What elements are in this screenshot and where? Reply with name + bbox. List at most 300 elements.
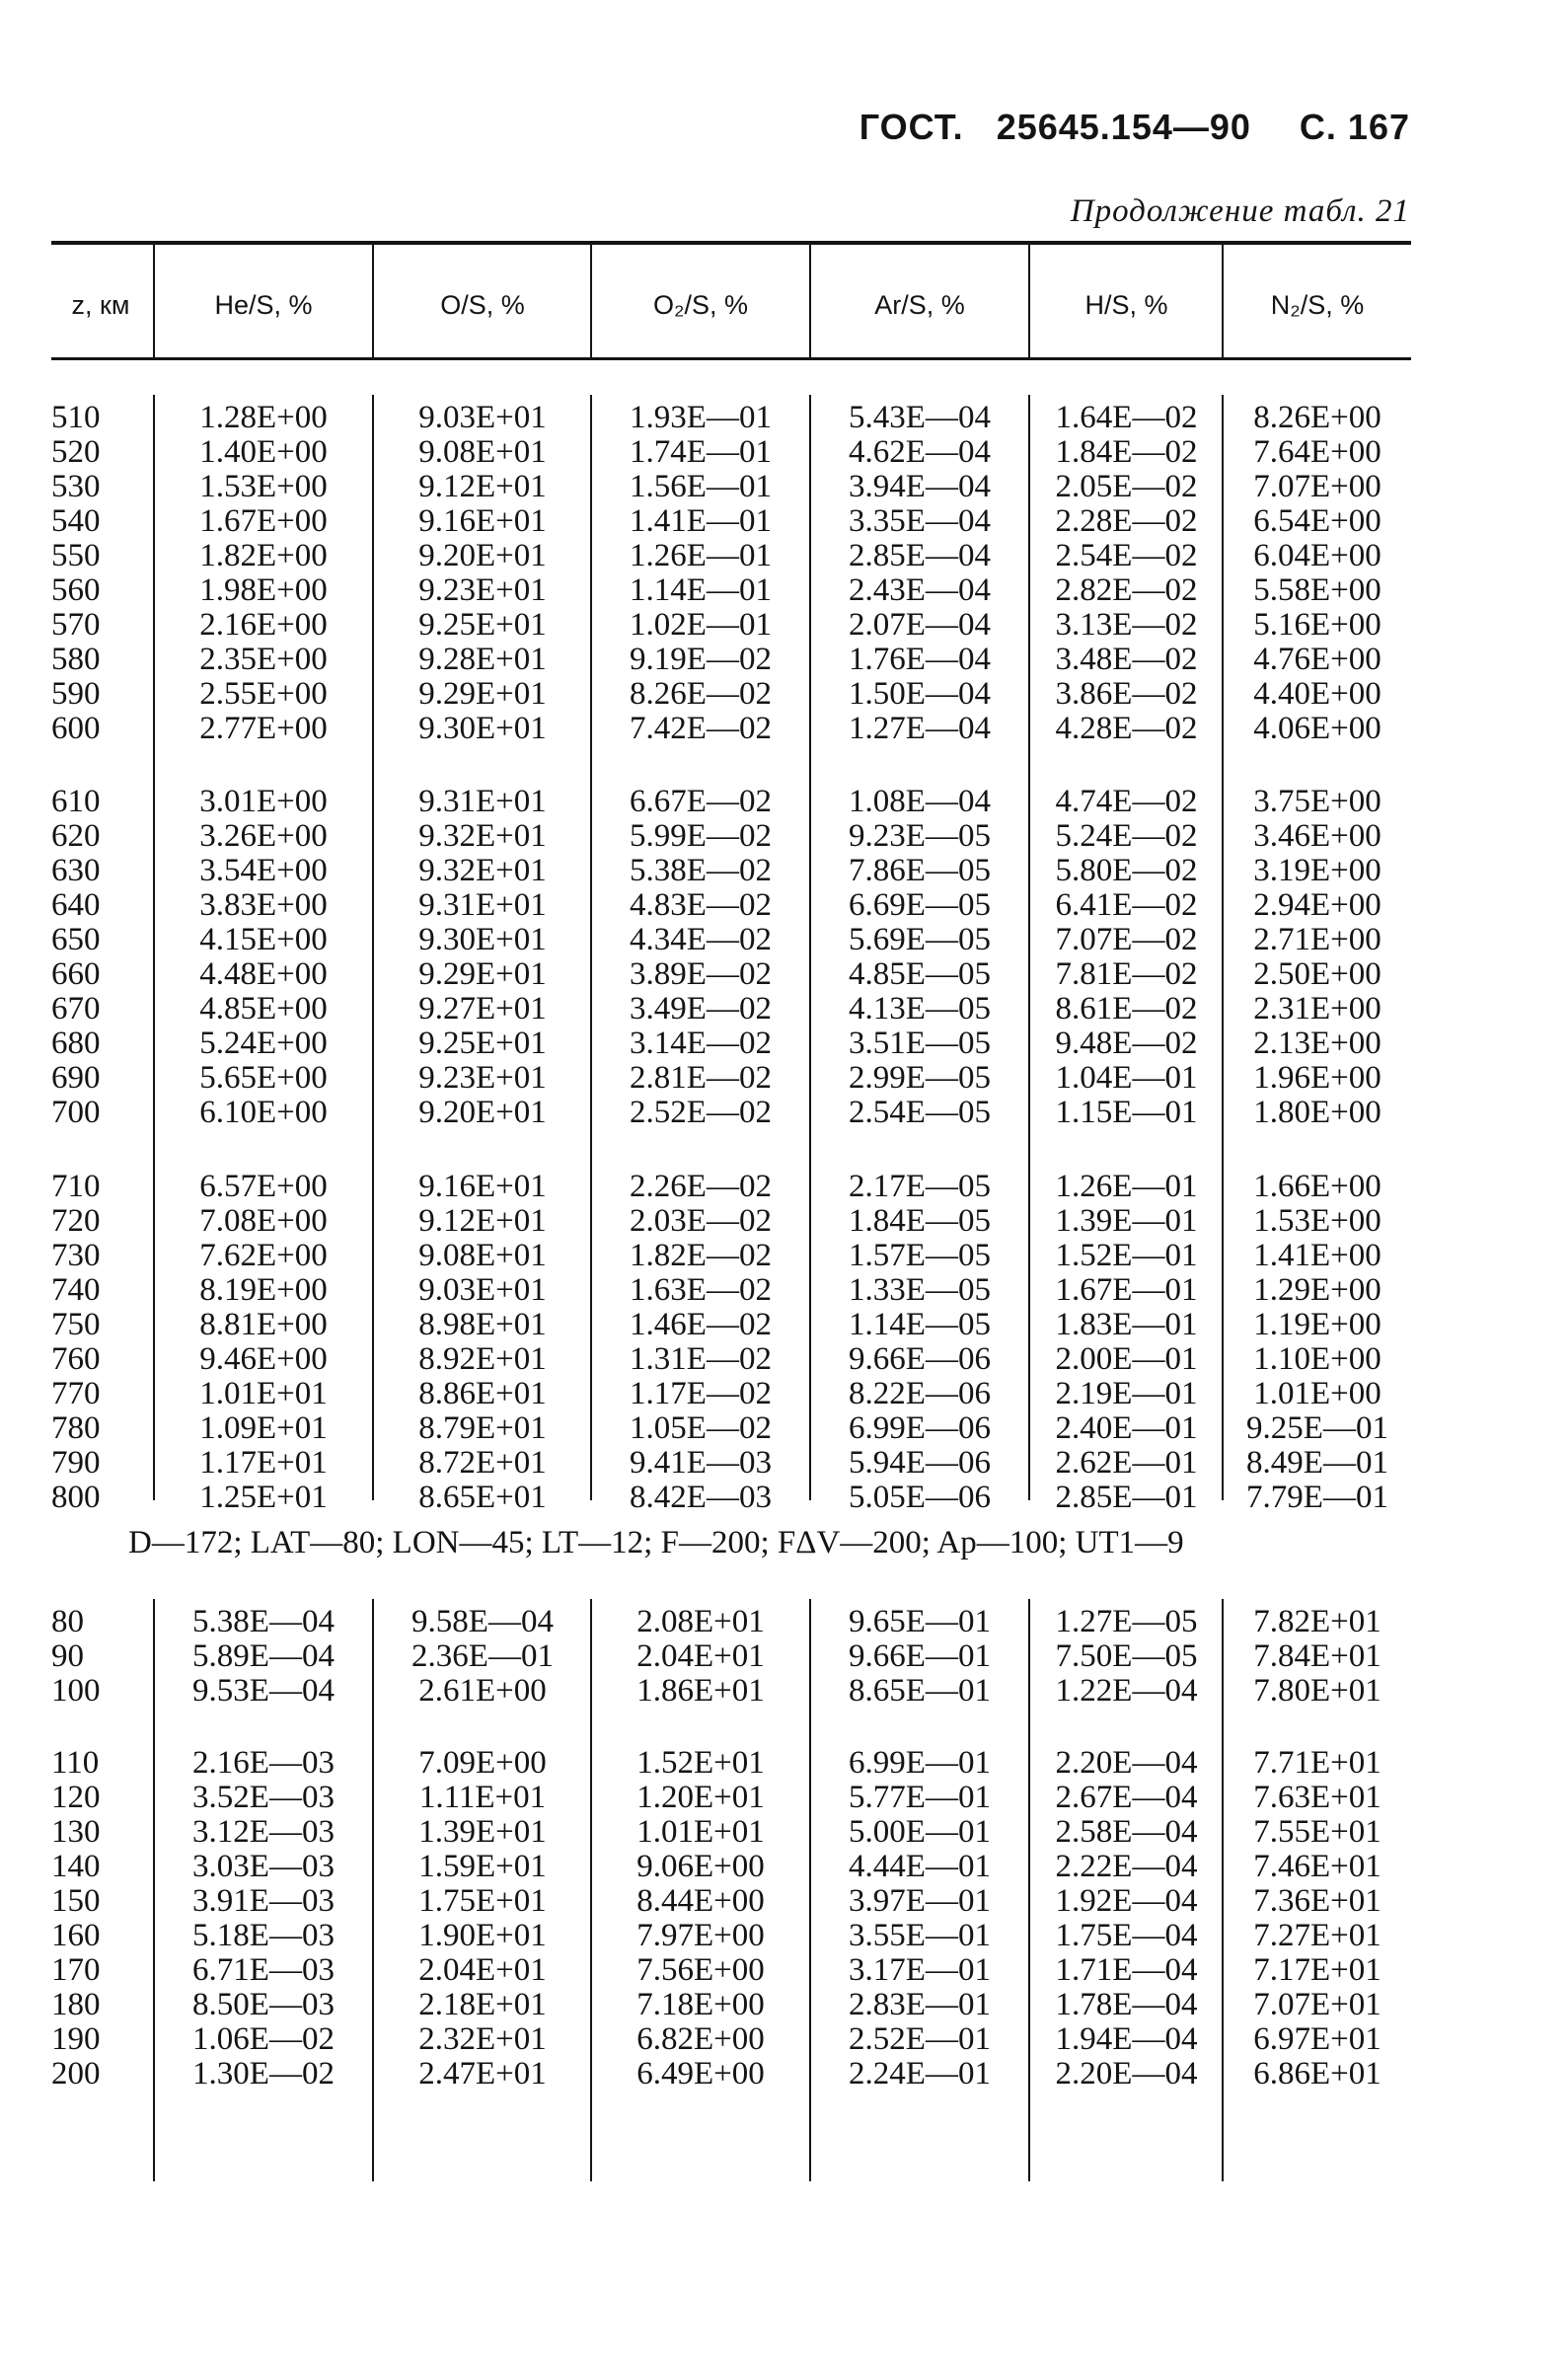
value-cell: 1.84E—05 <box>849 1203 991 1239</box>
value-cell: 1.01E+01 <box>636 1814 765 1850</box>
value-cell: 3.86E—02 <box>1055 676 1198 712</box>
value-cell: 4.15E+00 <box>199 922 328 957</box>
value-cell: 2.16E+00 <box>199 607 328 643</box>
altitude-cell: 730 <box>51 1238 101 1273</box>
value-cell: 8.98E+01 <box>418 1307 547 1342</box>
value-cell: 1.14E—05 <box>849 1307 991 1342</box>
value-cell: 1.19E+00 <box>1253 1307 1381 1342</box>
page-header <box>859 107 1410 148</box>
value-cell: 2.07E—04 <box>849 607 991 643</box>
value-cell: 6.82E+00 <box>636 2021 765 2057</box>
value-cell: 8.65E+01 <box>418 1480 547 1515</box>
value-cell: 1.41E+00 <box>1253 1238 1381 1273</box>
value-cell: 5.80E—02 <box>1055 853 1198 888</box>
value-cell: 2.36E—01 <box>411 1638 554 1674</box>
col-header-o: O/S, % <box>440 290 525 320</box>
altitude-cell: 710 <box>51 1169 101 1204</box>
value-cell: 5.05E—06 <box>849 1480 991 1515</box>
value-cell: 1.30E—02 <box>192 2056 335 2092</box>
value-cell: 1.04E—01 <box>1055 1060 1198 1096</box>
value-cell: 9.23E+01 <box>418 572 547 608</box>
altitude-cell: 120 <box>51 1780 101 1815</box>
value-cell: 5.69E—05 <box>849 922 991 957</box>
value-cell: 9.31E+01 <box>418 887 547 923</box>
value-cell: 1.31E—02 <box>630 1341 772 1377</box>
value-cell: 6.99E—06 <box>849 1410 991 1446</box>
value-cell: 2.24E—01 <box>849 2056 991 2092</box>
value-cell: 9.65E—01 <box>849 1604 991 1639</box>
value-cell: 2.28E—02 <box>1055 503 1198 539</box>
value-cell: 3.94E—04 <box>849 469 991 504</box>
standard-label: ГОСТ. <box>859 107 964 147</box>
value-cell: 7.27E+01 <box>1253 1918 1381 1953</box>
value-cell: 6.67E—02 <box>630 784 772 819</box>
value-cell: 2.54E—05 <box>849 1095 991 1130</box>
value-cell: 1.82E+00 <box>199 538 328 573</box>
value-cell: 1.75E—04 <box>1055 1918 1198 1953</box>
col-header-h: H/S, % <box>1084 290 1168 320</box>
value-cell: 1.90E+01 <box>418 1918 547 1953</box>
value-cell: 4.48E+00 <box>199 956 328 992</box>
value-cell: 1.92E—04 <box>1055 1883 1198 1919</box>
value-cell: 1.11E+01 <box>418 1780 547 1815</box>
value-cell: 9.25E—01 <box>1246 1410 1388 1446</box>
altitude-cell: 560 <box>51 572 101 608</box>
value-cell: 4.06E+00 <box>1253 711 1381 746</box>
altitude-cell: 110 <box>51 1745 100 1781</box>
value-cell: 6.04E+00 <box>1253 538 1381 573</box>
value-cell: 7.09E+00 <box>418 1745 547 1781</box>
value-cell: 1.93E—01 <box>630 400 772 435</box>
value-cell: 1.76E—04 <box>849 642 991 677</box>
value-cell: 5.18E—03 <box>192 1918 335 1953</box>
value-cell: 1.67E—01 <box>1055 1272 1198 1308</box>
value-cell: 5.89E—04 <box>192 1638 335 1674</box>
value-cell: 3.46E+00 <box>1253 818 1381 854</box>
value-cell: 7.79E—01 <box>1246 1480 1388 1515</box>
value-cell: 1.27E—04 <box>849 711 991 746</box>
value-cell: 2.05E—02 <box>1055 469 1198 504</box>
value-cell: 5.38E—04 <box>192 1604 335 1639</box>
value-cell: 5.16E+00 <box>1253 607 1381 643</box>
value-cell: 4.85E—05 <box>849 956 991 992</box>
value-cell: 8.50E—03 <box>192 1987 335 2022</box>
value-cell: 7.64E+00 <box>1253 434 1381 470</box>
value-cell: 5.65E+00 <box>199 1060 328 1096</box>
value-cell: 1.96E+00 <box>1253 1060 1381 1096</box>
table-continuation-caption: Продолжение табл. 21 <box>1070 193 1410 229</box>
value-cell: 1.40E+00 <box>199 434 328 470</box>
value-cell: 1.39E—01 <box>1055 1203 1198 1239</box>
altitude-cell: 670 <box>51 991 101 1027</box>
value-cell: 8.79E+01 <box>418 1410 547 1446</box>
value-cell: 3.52E—03 <box>192 1780 335 1815</box>
value-cell: 9.29E+01 <box>418 676 547 712</box>
altitude-cell: 130 <box>51 1814 101 1850</box>
value-cell: 3.51E—05 <box>849 1026 991 1061</box>
value-cell: 7.81E—02 <box>1055 956 1198 992</box>
value-cell: 1.57E—05 <box>849 1238 991 1273</box>
altitude-cell: 590 <box>51 676 101 712</box>
value-cell: 9.31E+01 <box>418 784 547 819</box>
value-cell: 9.03E+01 <box>418 400 547 435</box>
value-cell: 2.61E+00 <box>418 1673 547 1709</box>
value-cell: 2.17E—05 <box>849 1169 991 1204</box>
value-cell: 2.16E—03 <box>192 1745 335 1781</box>
value-cell: 7.56E+00 <box>636 1952 765 1988</box>
value-cell: 9.16E+01 <box>418 503 547 539</box>
altitude-cell: 190 <box>51 2021 101 2057</box>
value-cell: 1.66E+00 <box>1253 1169 1381 1204</box>
value-cell: 1.41E—01 <box>630 503 772 539</box>
altitude-cell: 720 <box>51 1203 101 1239</box>
value-cell: 6.99E—01 <box>849 1745 991 1781</box>
altitude-cell: 640 <box>51 887 101 923</box>
value-cell: 2.00E—01 <box>1055 1341 1198 1377</box>
value-cell: 1.84E—02 <box>1055 434 1198 470</box>
value-cell: 7.63E+01 <box>1253 1780 1381 1815</box>
value-cell: 3.03E—03 <box>192 1849 335 1884</box>
value-cell: 8.86E+01 <box>418 1376 547 1411</box>
value-cell: 1.15E—01 <box>1055 1095 1198 1130</box>
altitude-cell: 180 <box>51 1987 101 2022</box>
value-cell: 5.58E+00 <box>1253 572 1381 608</box>
value-cell: 7.97E+00 <box>636 1918 765 1953</box>
value-cell: 5.38E—02 <box>630 853 772 888</box>
value-cell: 8.19E+00 <box>199 1272 328 1308</box>
value-cell: 1.52E+01 <box>636 1745 765 1781</box>
value-cell: 4.62E—04 <box>849 434 991 470</box>
value-cell: 7.17E+01 <box>1253 1952 1381 1988</box>
value-cell: 4.34E—02 <box>630 922 772 957</box>
value-cell: 9.08E+01 <box>418 1238 547 1273</box>
value-cell: 9.53E—04 <box>192 1673 335 1709</box>
value-cell: 2.77E+00 <box>199 711 328 746</box>
value-cell: 2.52E—02 <box>630 1095 772 1130</box>
value-cell: 9.32E+01 <box>418 818 547 854</box>
value-cell: 2.18E+01 <box>418 1987 547 2022</box>
col-header-ar: Ar/S, % <box>874 290 965 320</box>
value-cell: 5.24E+00 <box>199 1026 328 1061</box>
altitude-cell: 100 <box>51 1673 101 1709</box>
value-cell: 9.12E+01 <box>418 1203 547 1239</box>
value-cell: 1.56E—01 <box>630 469 772 504</box>
value-cell: 2.83E—01 <box>849 1987 991 2022</box>
value-cell: 8.61E—02 <box>1055 991 1198 1027</box>
value-cell: 5.43E—04 <box>849 400 991 435</box>
value-cell: 1.86E+01 <box>636 1673 765 1709</box>
value-cell: 3.13E—02 <box>1055 607 1198 643</box>
value-cell: 1.71E—04 <box>1055 1952 1198 1988</box>
value-cell: 5.94E—06 <box>849 1445 991 1481</box>
altitude-cell: 700 <box>51 1095 101 1130</box>
value-cell: 5.00E—01 <box>849 1814 991 1850</box>
value-cell: 3.19E+00 <box>1253 853 1381 888</box>
value-cell: 2.71E+00 <box>1253 922 1381 957</box>
value-cell: 3.97E—01 <box>849 1883 991 1919</box>
altitude-cell: 140 <box>51 1849 101 1884</box>
value-cell: 1.78E—04 <box>1055 1987 1198 2022</box>
altitude-cell: 750 <box>51 1307 101 1342</box>
value-cell: 2.82E—02 <box>1055 572 1198 608</box>
altitude-cell: 680 <box>51 1026 101 1061</box>
altitude-cell: 660 <box>51 956 101 992</box>
value-cell: 1.02E—01 <box>630 607 772 643</box>
value-cell: 1.75E+01 <box>418 1883 547 1919</box>
altitude-cell: 690 <box>51 1060 101 1096</box>
model-conditions-line: D—172; LAT—80; LON—45; LT—12; F—200; FΔV—200; Ap—100; UT1—9 <box>128 1525 1184 1560</box>
value-cell: 6.57E+00 <box>199 1169 328 1204</box>
value-cell: 9.23E+01 <box>418 1060 547 1096</box>
value-cell: 1.67E+00 <box>199 503 328 539</box>
altitude-cell: 160 <box>51 1918 101 1953</box>
value-cell: 2.85E—01 <box>1055 1480 1198 1515</box>
value-cell: 7.84E+01 <box>1253 1638 1381 1674</box>
value-cell: 6.54E+00 <box>1253 503 1381 539</box>
altitude-cell: 570 <box>51 607 101 643</box>
value-cell: 6.97E+01 <box>1253 2021 1381 2057</box>
value-cell: 2.94E+00 <box>1253 887 1381 923</box>
page-number: С. 167 <box>1299 107 1410 147</box>
value-cell: 3.14E—02 <box>630 1026 772 1061</box>
altitude-cell: 170 <box>51 1952 101 1988</box>
value-cell: 4.13E—05 <box>849 991 991 1027</box>
value-cell: 1.22E—04 <box>1055 1673 1198 1709</box>
value-cell: 6.49E+00 <box>636 2056 765 2092</box>
value-cell: 7.08E+00 <box>199 1203 328 1239</box>
value-cell: 9.19E—02 <box>630 642 772 677</box>
value-cell: 7.07E+00 <box>1253 469 1381 504</box>
value-cell: 8.72E+01 <box>418 1445 547 1481</box>
value-cell: 1.59E+01 <box>418 1849 547 1884</box>
value-cell: 4.44E—01 <box>849 1849 991 1884</box>
value-cell: 6.71E—03 <box>192 1952 335 1988</box>
value-cell: 5.77E—01 <box>849 1780 991 1815</box>
value-cell: 2.47E+01 <box>418 2056 547 2092</box>
value-cell: 1.20E+01 <box>636 1780 765 1815</box>
value-cell: 9.30E+01 <box>418 711 547 746</box>
value-cell: 9.20E+01 <box>418 538 547 573</box>
value-cell: 3.55E—01 <box>849 1918 991 1953</box>
altitude-cell: 510 <box>51 400 101 435</box>
value-cell: 1.27E—05 <box>1055 1604 1198 1639</box>
value-cell: 2.50E+00 <box>1253 956 1381 992</box>
altitude-cell: 600 <box>51 711 101 746</box>
altitude-cell: 580 <box>51 642 101 677</box>
value-cell: 9.66E—06 <box>849 1341 991 1377</box>
value-cell: 2.99E—05 <box>849 1060 991 1096</box>
altitude-cell: 200 <box>51 2056 101 2092</box>
altitude-cell: 530 <box>51 469 101 504</box>
value-cell: 7.50E—05 <box>1055 1638 1198 1674</box>
value-cell: 9.25E+01 <box>418 607 547 643</box>
value-cell: 9.32E+01 <box>418 853 547 888</box>
value-cell: 7.18E+00 <box>636 1987 765 2022</box>
value-cell: 7.71E+01 <box>1253 1745 1381 1781</box>
value-cell: 8.81E+00 <box>199 1307 328 1342</box>
value-cell: 1.05E—02 <box>630 1410 772 1446</box>
value-cell: 9.41E—03 <box>630 1445 772 1481</box>
value-cell: 2.26E—02 <box>630 1169 772 1204</box>
value-cell: 7.82E+01 <box>1253 1604 1381 1639</box>
value-cell: 8.22E—06 <box>849 1376 991 1411</box>
value-cell: 3.89E—02 <box>630 956 772 992</box>
value-cell: 3.35E—04 <box>849 503 991 539</box>
value-cell: 2.54E—02 <box>1055 538 1198 573</box>
altitude-cell: 790 <box>51 1445 101 1481</box>
value-cell: 2.31E+00 <box>1253 991 1381 1027</box>
value-cell: 1.17E+01 <box>199 1445 328 1481</box>
value-cell: 9.06E+00 <box>636 1849 765 1884</box>
altitude-cell: 780 <box>51 1410 101 1446</box>
value-cell: 2.58E—04 <box>1055 1814 1198 1850</box>
value-cell: 3.91E—03 <box>192 1883 335 1919</box>
col-header-o2: O₂/S, % <box>652 290 748 320</box>
value-cell: 1.29E+00 <box>1253 1272 1381 1308</box>
value-cell: 8.42E—03 <box>630 1480 772 1515</box>
value-cell: 4.83E—02 <box>630 887 772 923</box>
value-cell: 8.26E+00 <box>1253 400 1381 435</box>
value-cell: 2.35E+00 <box>199 642 328 677</box>
altitude-cell: 770 <box>51 1376 101 1411</box>
value-cell: 9.30E+01 <box>418 922 547 957</box>
value-cell: 9.29E+01 <box>418 956 547 992</box>
value-cell: 2.19E—01 <box>1055 1376 1198 1411</box>
value-cell: 9.58E—04 <box>411 1604 554 1639</box>
value-cell: 2.03E—02 <box>630 1203 772 1239</box>
value-cell: 1.26E—01 <box>630 538 772 573</box>
value-cell: 1.50E—04 <box>849 676 991 712</box>
value-cell: 2.55E+00 <box>199 676 328 712</box>
value-cell: 6.41E—02 <box>1055 887 1198 923</box>
value-cell: 3.54E+00 <box>199 853 328 888</box>
value-cell: 1.82E—02 <box>630 1238 772 1273</box>
value-cell: 1.80E+00 <box>1253 1095 1381 1130</box>
altitude-cell: 610 <box>51 784 101 819</box>
value-cell: 7.42E—02 <box>630 711 772 746</box>
value-cell: 2.13E+00 <box>1253 1026 1381 1061</box>
value-cell: 1.17E—02 <box>630 1376 772 1411</box>
value-cell: 2.20E—04 <box>1055 1745 1198 1781</box>
value-cell: 8.44E+00 <box>636 1883 765 1919</box>
value-cell: 4.28E—02 <box>1055 711 1198 746</box>
table-top-rule <box>51 241 1411 245</box>
value-cell: 2.08E+01 <box>636 1604 765 1639</box>
value-cell: 9.12E+01 <box>418 469 547 504</box>
value-cell: 9.20E+01 <box>418 1095 547 1130</box>
altitude-cell: 650 <box>51 922 101 957</box>
value-cell: 1.53E+00 <box>1253 1203 1381 1239</box>
altitude-cell: 540 <box>51 503 101 539</box>
value-cell: 1.64E—02 <box>1055 400 1198 435</box>
value-cell: 3.48E—02 <box>1055 642 1198 677</box>
value-cell: 8.49E—01 <box>1246 1445 1388 1481</box>
value-cell: 3.83E+00 <box>199 887 328 923</box>
value-cell: 1.09E+01 <box>199 1410 328 1446</box>
value-cell: 1.08E—04 <box>849 784 991 819</box>
altitude-cell: 740 <box>51 1272 101 1308</box>
value-cell: 1.53E+00 <box>199 469 328 504</box>
value-cell: 1.10E+00 <box>1253 1341 1381 1377</box>
value-cell: 3.17E—01 <box>849 1952 991 1988</box>
value-cell: 7.62E+00 <box>199 1238 328 1273</box>
value-cell: 6.10E+00 <box>199 1095 328 1130</box>
value-cell: 9.03E+01 <box>418 1272 547 1308</box>
value-cell: 1.14E—01 <box>630 572 772 608</box>
value-cell: 9.08E+01 <box>418 434 547 470</box>
value-cell: 1.83E—01 <box>1055 1307 1198 1342</box>
value-cell: 9.48E—02 <box>1055 1026 1198 1061</box>
value-cell: 2.22E—04 <box>1055 1849 1198 1884</box>
value-cell: 6.69E—05 <box>849 887 991 923</box>
value-cell: 9.66E—01 <box>849 1638 991 1674</box>
value-cell: 3.26E+00 <box>199 818 328 854</box>
value-cell: 2.67E—04 <box>1055 1780 1198 1815</box>
value-cell: 1.06E—02 <box>192 2021 335 2057</box>
value-cell: 7.80E+01 <box>1253 1673 1381 1709</box>
value-cell: 2.32E+01 <box>418 2021 547 2057</box>
value-cell: 1.46E—02 <box>630 1307 772 1342</box>
value-cell: 4.85E+00 <box>199 991 328 1027</box>
value-cell: 9.27E+01 <box>418 991 547 1027</box>
altitude-cell: 520 <box>51 434 101 470</box>
value-cell: 7.36E+01 <box>1253 1883 1381 1919</box>
value-cell: 1.26E—01 <box>1055 1169 1198 1204</box>
value-cell: 4.74E—02 <box>1055 784 1198 819</box>
value-cell: 2.81E—02 <box>630 1060 772 1096</box>
value-cell: 2.04E+01 <box>418 1952 547 1988</box>
value-cell: 5.24E—02 <box>1055 818 1198 854</box>
value-cell: 1.25E+01 <box>199 1480 328 1515</box>
value-cell: 1.52E—01 <box>1055 1238 1198 1273</box>
altitude-cell: 550 <box>51 538 101 573</box>
value-cell: 7.07E+01 <box>1253 1987 1381 2022</box>
value-cell: 8.26E—02 <box>630 676 772 712</box>
col-header-he: He/S, % <box>214 290 313 320</box>
value-cell: 2.52E—01 <box>849 2021 991 2057</box>
value-cell: 9.28E+01 <box>418 642 547 677</box>
value-cell: 9.25E+01 <box>418 1026 547 1061</box>
value-cell: 2.20E—04 <box>1055 2056 1198 2092</box>
value-cell: 2.43E—04 <box>849 572 991 608</box>
altitude-cell: 620 <box>51 818 101 854</box>
altitude-cell: 760 <box>51 1341 101 1377</box>
value-cell: 7.07E—02 <box>1055 922 1198 957</box>
value-cell: 2.85E—04 <box>849 538 991 573</box>
value-cell: 3.12E—03 <box>192 1814 335 1850</box>
value-cell: 9.16E+01 <box>418 1169 547 1204</box>
value-cell: 1.01E+01 <box>199 1376 328 1411</box>
value-cell: 2.04E+01 <box>636 1638 765 1674</box>
altitude-cell: 630 <box>51 853 101 888</box>
value-cell: 7.86E—05 <box>849 853 991 888</box>
value-cell: 1.01E+00 <box>1253 1376 1381 1411</box>
altitude-cell: 150 <box>51 1883 101 1919</box>
altitude-cell: 800 <box>51 1480 101 1515</box>
value-cell: 7.46E+01 <box>1253 1849 1381 1884</box>
value-cell: 6.86E+01 <box>1253 2056 1381 2092</box>
value-cell: 1.39E+01 <box>418 1814 547 1850</box>
value-cell: 9.23E—05 <box>849 818 991 854</box>
altitude-cell: 80 <box>51 1604 84 1639</box>
value-cell: 2.40E—01 <box>1055 1410 1198 1446</box>
value-cell: 3.01E+00 <box>199 784 328 819</box>
value-cell: 2.62E—01 <box>1055 1445 1198 1481</box>
value-cell: 8.65E—01 <box>849 1673 991 1709</box>
value-cell: 4.40E+00 <box>1253 676 1381 712</box>
value-cell: 1.94E—04 <box>1055 2021 1198 2057</box>
value-cell: 1.74E—01 <box>630 434 772 470</box>
